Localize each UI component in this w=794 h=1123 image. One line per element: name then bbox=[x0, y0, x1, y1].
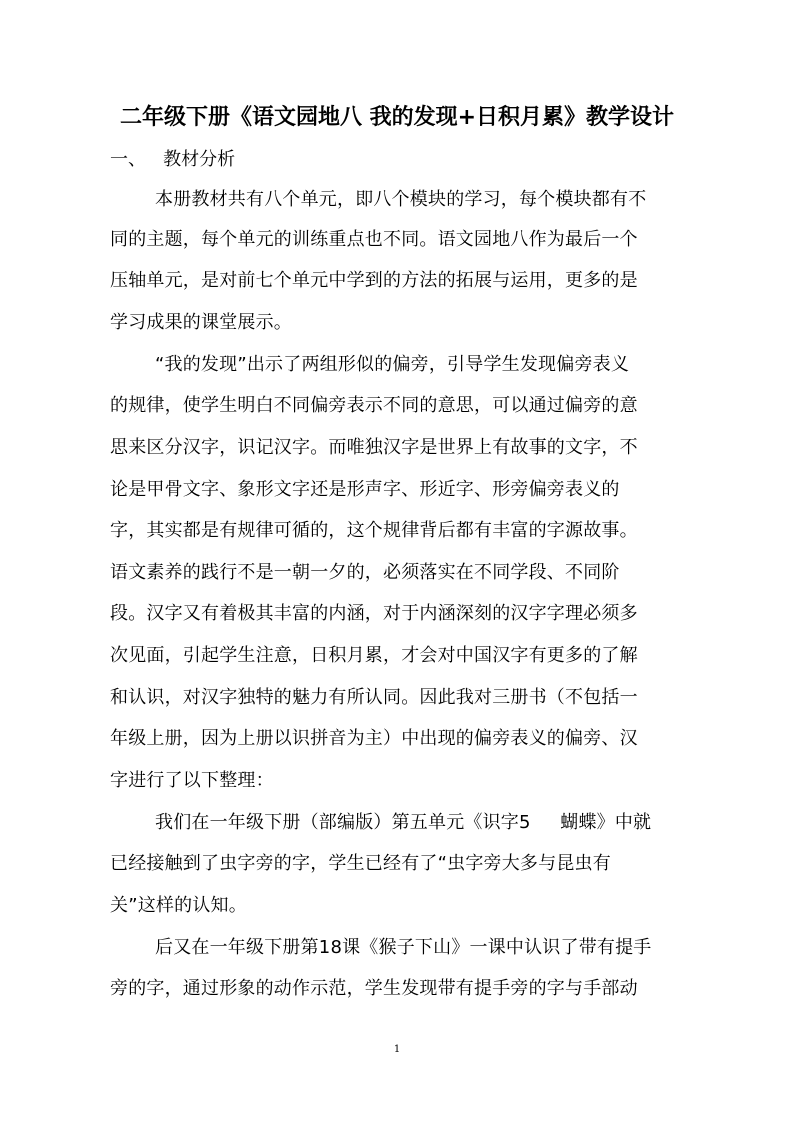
page-number: 1 bbox=[393, 1044, 401, 1055]
paragraph-line: 同的主题，每个单元的训练重点也不同。语文园地八作为最后一个 bbox=[110, 229, 638, 250]
paragraph-line: 压轴单元，是对前七个单元中学到的方法的拓展与运用，更多的是 bbox=[110, 270, 638, 291]
section-heading: 一、 教材分析 bbox=[110, 149, 236, 170]
paragraph-line: 语文素养的践行不是一朝一夕的，必须落实在不同学段、不同阶 bbox=[110, 562, 620, 583]
paragraph-line: 字，其实都是有规律可循的，这个规律背后都有丰富的字源故事。 bbox=[110, 520, 638, 541]
paragraph-line: 段。汉字又有着极其丰富的内涵，对于内涵深刻的汉字字理必须多 bbox=[110, 603, 638, 624]
paragraph-line: 思来区分汉字，识记汉字。而唯独汉字是世界上有故事的文字，不 bbox=[110, 437, 638, 458]
paragraph-line: 后又在一年级下册第18课《猴子下山》一课中认识了带有提手 bbox=[155, 937, 652, 958]
paragraph-line: 本册教材共有八个单元，即八个模块的学习，每个模块都有不 bbox=[155, 189, 647, 210]
paragraph-line: 年级上册，因为上册以识拼音为主）中出现的偏旁表义的偏旁、汉 bbox=[110, 728, 638, 749]
paragraph-line: 和认识，对汉字独特的魅力有所认同。因此我对三册书（不包括一 bbox=[110, 687, 638, 708]
paragraph-line: 论是甲骨文字、象形文字还是形声字、形近字、形旁偏旁表义的 bbox=[110, 479, 620, 500]
paragraph-line: 旁的字，通过形象的动作示范，学生发现带有提手旁的字与手部动 bbox=[110, 978, 638, 999]
paragraph-line: 次见面，引起学生注意，日积月累，才会对中国汉字有更多的了解 bbox=[110, 645, 638, 666]
paragraph-line: 学习成果的课堂展示。 bbox=[110, 312, 292, 333]
paragraph-line: 的规律，使学生明白不同偏旁表示不同的意思，可以通过偏旁的意 bbox=[110, 395, 638, 416]
paragraph-line: 我们在一年级下册（部编版）第五单元《识字5 蝴蝶》中就 bbox=[155, 812, 652, 833]
paragraph-line: 已经接触到了虫字旁的字，学生已经有了“虫字旁大多与昆虫有 bbox=[110, 853, 611, 874]
paragraph-line: 字进行了以下整理： bbox=[110, 770, 274, 791]
document-title: 二年级下册《语文园地八 我的发现+日积月累》教学设计 bbox=[119, 105, 675, 130]
paragraph-line: “我的发现”出示了两组形似的偏旁，引导学生发现偏旁表义 bbox=[155, 354, 630, 375]
paragraph-line: 关”这样的认知。 bbox=[110, 895, 247, 916]
